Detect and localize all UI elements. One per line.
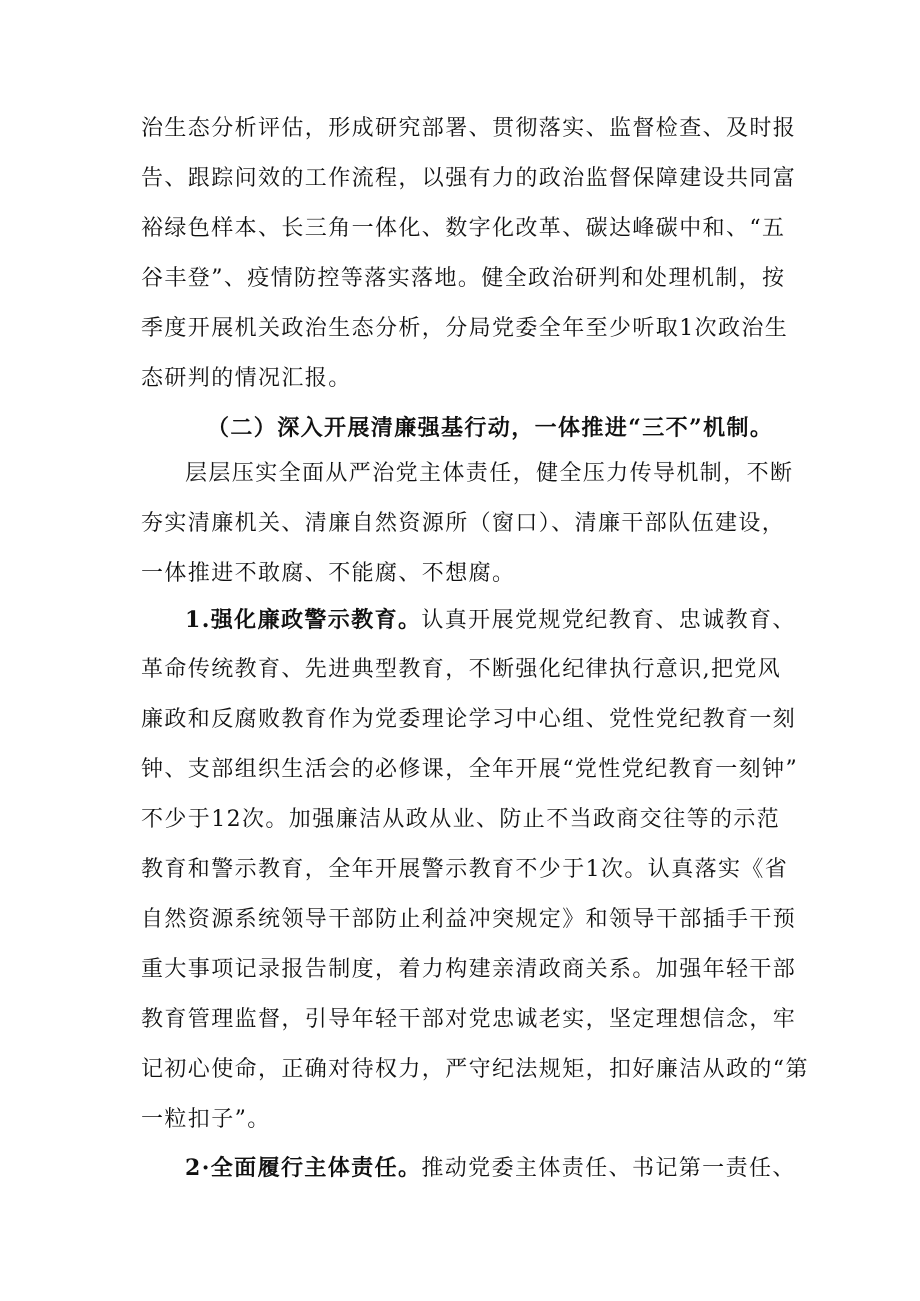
item-title: 2·全面履行主体责任。 — [185, 1155, 422, 1181]
text-line: 一粒扣子”。 — [141, 1107, 271, 1132]
paragraph-political-ecology — [141, 104, 801, 404]
text-line: 层层压实全面从严治党主体责任，健全压力传导机制，不断 — [185, 461, 794, 486]
text-line: 廉政和反腐败教育作为党委理论学习中心组、党性党纪教育一刻 — [141, 707, 797, 732]
text-line: 季度开展机关政治生态分析，分局党委全年至少听取1次政治生 — [141, 316, 789, 341]
text-line: 态研判的情况汇报。 — [141, 366, 352, 391]
item-first-line — [141, 1143, 801, 1193]
item-title: 1.强化廉政警示教育。 — [185, 607, 422, 633]
text-line: 重大事项记录报告制度，着力构建亲清政商关系。加强年轻干部 — [141, 957, 797, 982]
text-line: 记初心使命，正确对待权力，严守纪法规矩，扣好廉洁从政的“第 — [141, 1057, 809, 1082]
text-line: 自然资源系统领导干部防止利益冲突规定》和领导干部插手干预 — [141, 907, 797, 932]
text-line: 教育和警示教育，全年开展警示教育不少于1次。认真落实《省 — [141, 857, 789, 882]
text-line: 钟、支部组织生活会的必修课，全年开展“党性党纪教育一刻钟” — [141, 757, 799, 782]
item-1-education — [141, 595, 809, 1145]
text-line: 裕绿色样本、长三角一体化、数字化改革、碳达峰碳中和、“五 — [141, 216, 786, 241]
section-heading-2 — [141, 403, 801, 453]
paragraph-responsibility — [141, 449, 801, 599]
text-line: 谷丰登”、疫情防控等落实落地。健全政治研判和处理机制，按 — [141, 266, 786, 291]
text-line: 告、跟踪问效的工作流程，以强有力的政治监督保障建设共同富 — [141, 166, 797, 191]
text-line: 一体推进不敢腐、不能腐、不想腐。 — [141, 561, 516, 586]
text-line: 不少于12次。加强廉洁从政从业、防止不当政商交往等的示范 — [141, 807, 781, 832]
text-line: 治生态分析评估，形成研究部署、贯彻落实、监督检查、及时报 — [141, 116, 797, 141]
item-text: 推动党委主体责任、书记第一责任、 — [421, 1156, 796, 1181]
item-first-line — [141, 595, 801, 645]
item-text: 认真开展党规党纪教育、忠诚教育、 — [421, 608, 796, 633]
item-2-responsibility — [141, 1143, 801, 1193]
heading-text: （二）深入开展清廉强基行动，一体推进“三不”机制。 — [207, 415, 774, 441]
text-line: 教育管理监督，引导年轻干部对党忠诚老实，坚定理想信念，牢 — [141, 1007, 797, 1032]
text-line: 夯实清廉机关、清廉自然资源所（窗口）、清廉干部队伍建设， — [141, 511, 786, 536]
text-line: 革命传统教育、先进典型教育，不断强化纪律执行意识,把党风 — [141, 657, 782, 682]
